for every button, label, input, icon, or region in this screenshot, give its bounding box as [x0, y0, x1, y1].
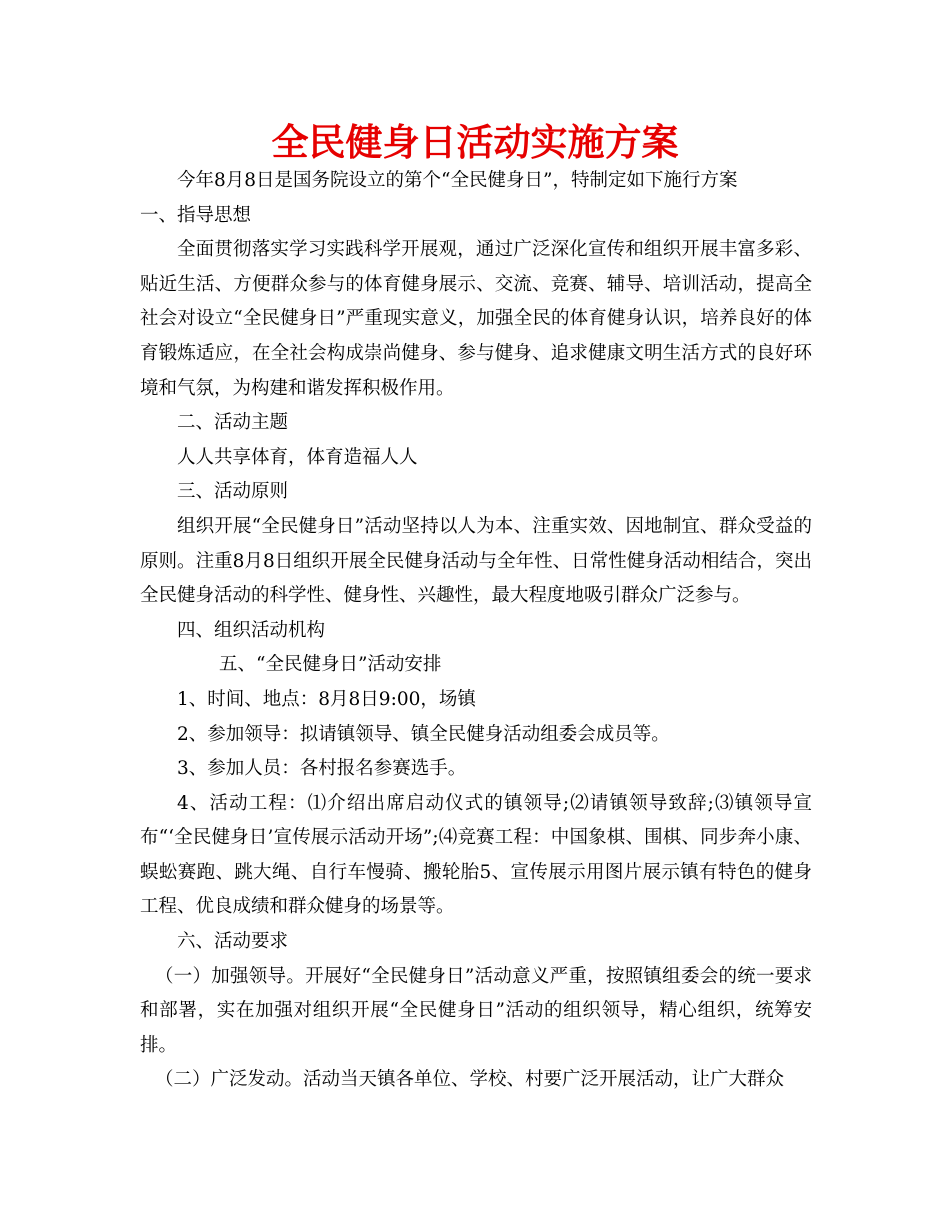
section1-heading: 一、指导思想 [140, 204, 252, 226]
section6-item-leadership: （一）加强领导。开展好“全民健身日”活动意义严重，按照镇组委会的统一要求和部署，实在加强对组织开展“全民健身日”活动的组织领导，精心组织，统筹安排。 [140, 965, 812, 1056]
section5-heading: 五、“全民健身日”活动安排 [219, 654, 442, 676]
section1-body: 全面贯彻落实学习实践科学开展观，通过广泛深化宣传和组织开展丰富多彩、贴近生活、方便群众参与的体育健身展示、交流、竞赛、辅导、培训活动，提高全社会对设立“全民健身日”严重现实意义，加强全民的体育健身认识，培养良好的体育锻炼适应，在全社会构成崇尚健身、参与健身、追求健康文明生活方式的良好环境和气氛，为构建和谐发挥积极作用。 [140, 239, 812, 399]
document-title: 全民健身日活动实施方案 [271, 121, 679, 164]
section3-body: 组织开展“全民健身日”活动坚持以人为本、注重实效、因地制宜、群众受益的原则。注重8月8日组织开展全民健身活动与全年性、日常性健身活动相结合，突出全民健身活动的科学性、健身性、兴趣性，最大程度地吸引群众广泛参与。 [140, 515, 812, 607]
section5-item-program: 4、活动工程：⑴介绍出席启动仪式的镇领导;⑵请镇领导致辞;⑶镇领导宣布“‘全民健身日’宣传展示活动开场”;⑷竞赛工程：中国象棋、围棋、同步奔小康、蜈蚣赛跑、跳大绳、自行车慢骑、搬轮胎5、宣传展示用图片展示镇有特色的健身工程、优良成绩和群众健身的场景等。 [140, 792, 812, 918]
section2-body: 人人共享体育，体育造福人人 [177, 446, 418, 468]
section6-heading: 六、活动要求 [177, 931, 289, 953]
section3-heading: 三、活动原则 [177, 481, 289, 503]
section5-item-participants: 3、参加人员：各村报名参赛选手。 [177, 758, 467, 780]
document-body [140, 164, 812, 1098]
section5-item-time-location: 1、时间、地点：8月8日9:00，场镇 [177, 688, 476, 710]
section6-item-mobilization: （二）广泛发动。活动当天镇各单位、学校、村要广泛开展活动，让广大群众 [155, 1069, 785, 1091]
section2-heading: 二、活动主题 [177, 412, 289, 434]
section5-item-leaders: 2、参加领导：拟请镇领导、镇全民健身活动组委会成员等。 [177, 723, 670, 745]
section4-heading: 四、组织活动机构 [177, 619, 326, 641]
intro-paragraph: 今年8月8日是国务院设立的第个“全民健身日”，特制定如下施行方案 [177, 170, 738, 191]
